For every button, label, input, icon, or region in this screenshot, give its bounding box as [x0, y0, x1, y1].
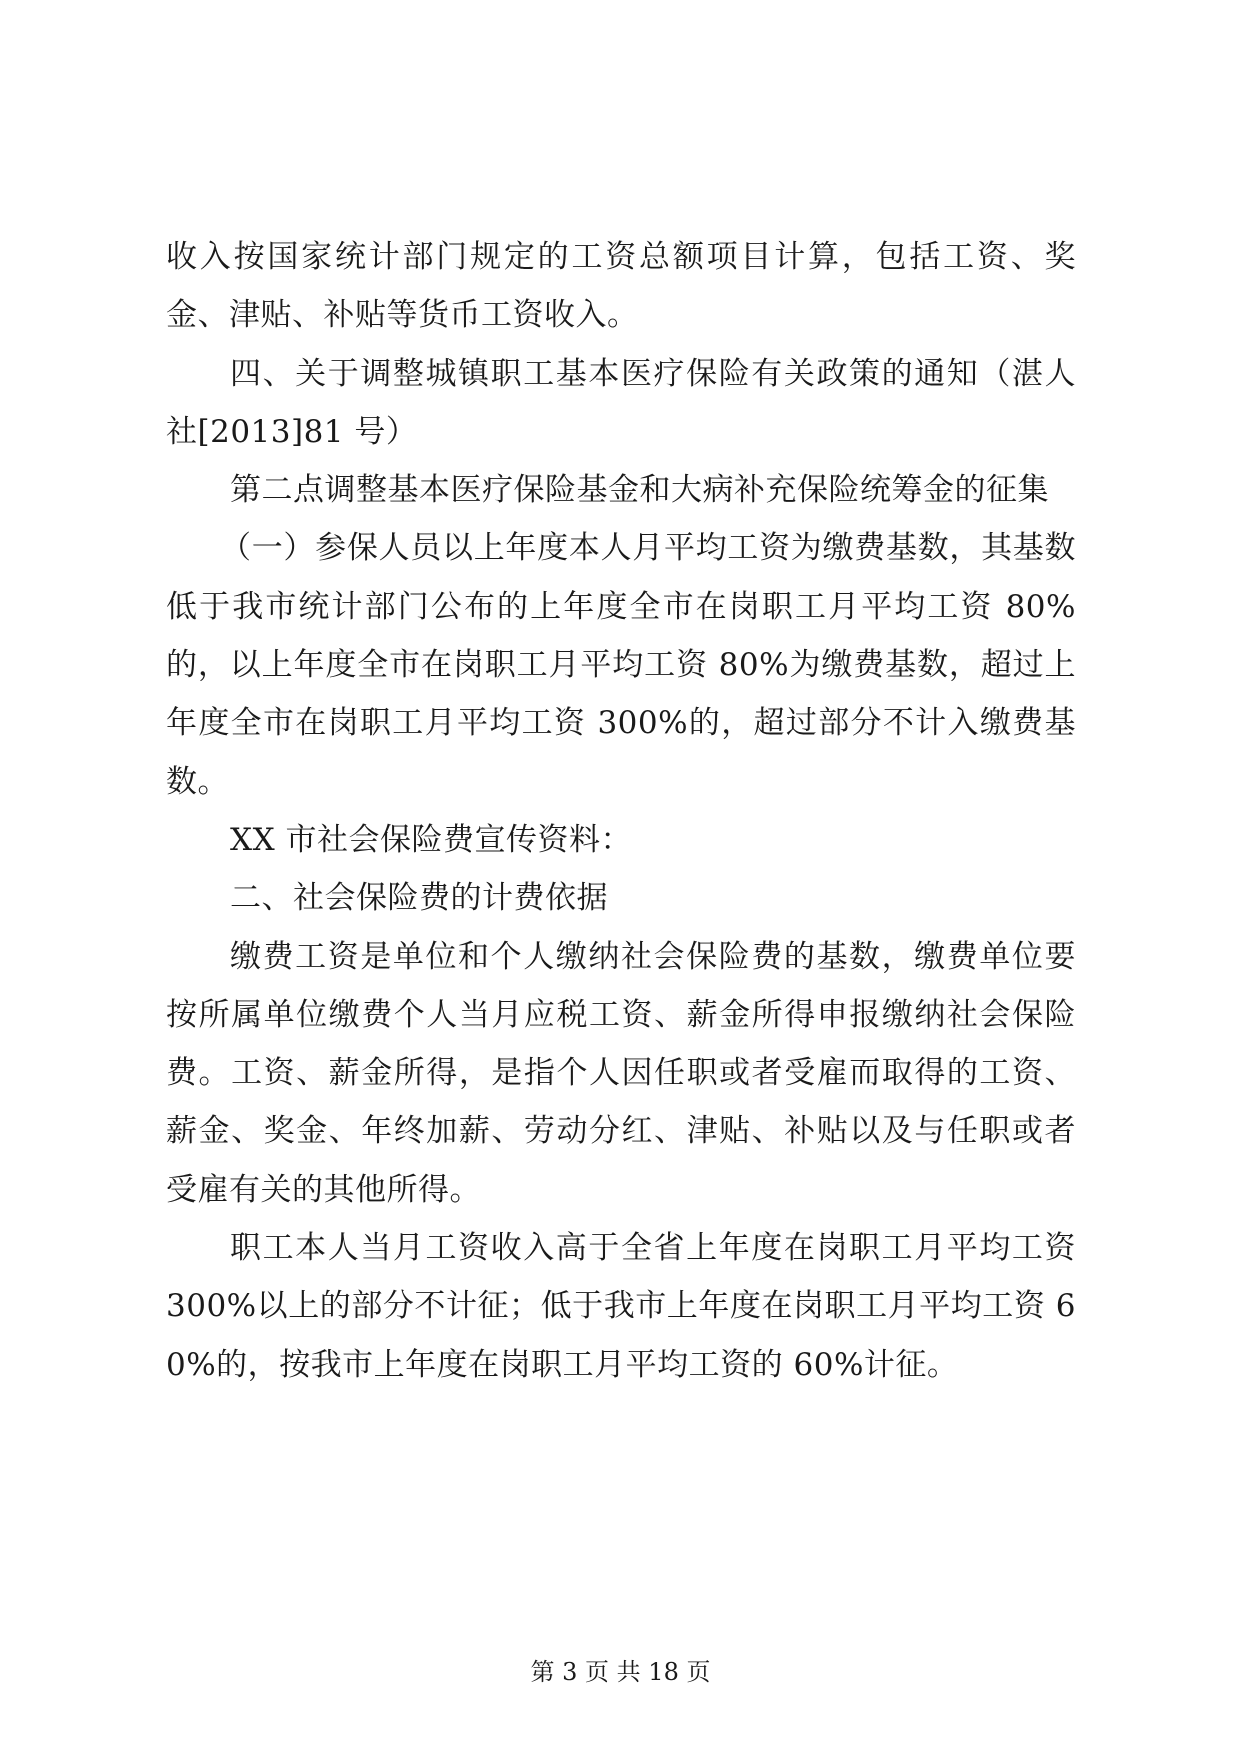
document-body: [166, 228, 1076, 1394]
paragraph-wage-limits: 职工本人当月工资收入高于全省上年度在岗职工月平均工资 300%以上的部分不计征；低于我市上年度在岗职工月平均工资 60%的，按我市上年度在岗职工月平均工资的 60%计征。: [166, 1230, 1076, 1383]
paragraph-publicity-title: XX 市社会保险费宣传资料：: [230, 821, 632, 858]
paragraph-contribution-base: （一）参保人员以上年度本人月平均工资为缴费基数，其基数低于我市统计部门公布的上年度全市在岗职工月平均工资 80%的，以上年度全市在岗职工月平均工资 80%为缴费基数，超过上年度全市在岗职工月平均工资 300%的，超过部分不计入缴费基数。: [166, 530, 1076, 800]
paragraph-section-two-heading: 二、社会保险费的计费依据: [230, 880, 608, 917]
paragraph-wage-definition: 收入按国家统计部门规定的工资总额项目计算，包括工资、奖金、津贴、补贴等货币工资收入。: [166, 239, 1076, 334]
page-number-footer: 第 3 页 共 18 页: [530, 1658, 711, 1686]
paragraph-notice-heading: 四、关于调整城镇职工基本医疗保险有关政策的通知（湛人社[2013]81 号）: [166, 355, 1076, 450]
paragraph-contribution-wage: 缴费工资是单位和个人缴纳社会保险费的基数，缴费单位要按所属单位缴费个人当月应税工资、薪金所得申报缴纳社会保险费。工资、薪金所得，是指个人因任职或者受雇而取得的工资、薪金、奖金、年终加薪、劳动分红、津贴、补贴以及与任职或者受雇有关的其他所得。: [166, 938, 1076, 1208]
paragraph-point-two: 第二点调整基本医疗保险基金和大病补充保险统筹金的征集: [230, 472, 1049, 509]
